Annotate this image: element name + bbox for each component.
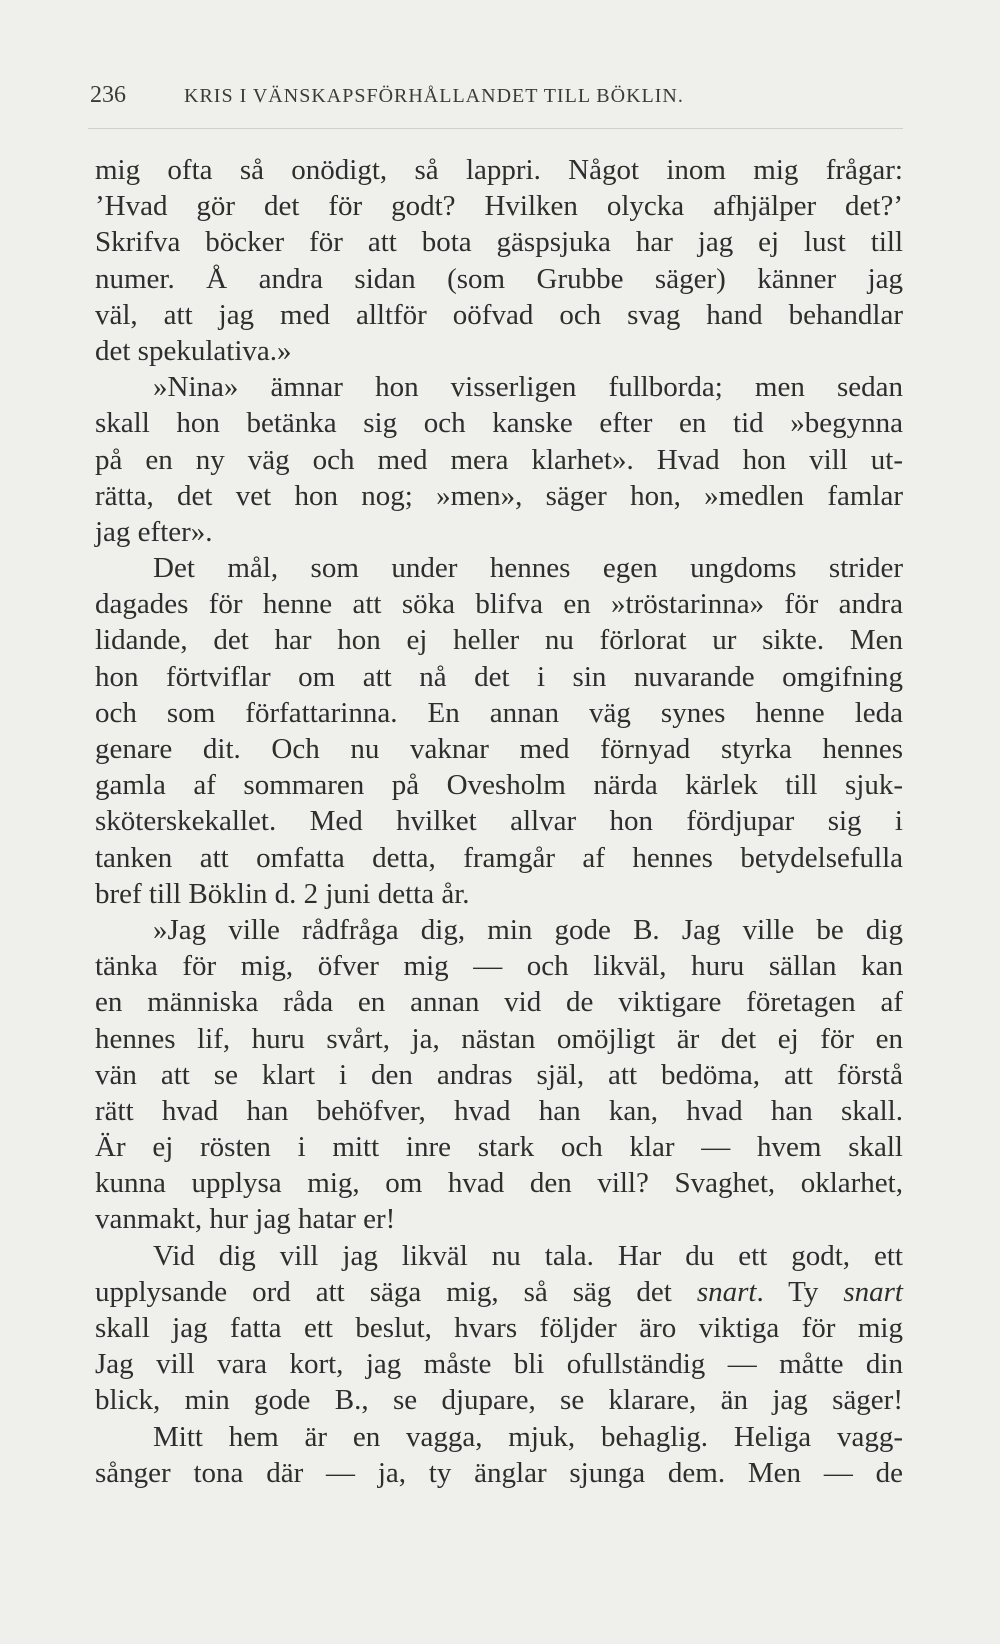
text-line: rätta, det vet hon nog; »men», säger hon, »medlen famlar	[95, 479, 903, 512]
text-segment: upplysande ord att säga mig, så säg det	[95, 1275, 697, 1308]
text-line-mixed	[95, 1274, 903, 1310]
text-line: blick, min gode B., se djupare, se klarare, än jag säger!	[95, 1384, 903, 1417]
text-line: Vid dig vill jag likväl nu tala. Har du ett godt, ett	[153, 1239, 903, 1272]
text-line: vän att se klart i den andras själ, att bedöma, att förstå	[95, 1058, 903, 1091]
text-line: rätt hvad han behöfver, hvad han kan, hvad han skall.	[95, 1094, 903, 1127]
text-line: Jag vill vara kort, jag måste bli ofullständig — måtte din	[95, 1348, 903, 1381]
text-line: numer. Å andra sidan (som Grubbe säger) känner jag	[95, 262, 903, 295]
text-line: hennes lif, huru svårt, ja, nästan omöjligt är det ej för en	[95, 1022, 903, 1055]
text-line: bref till Böklin d. 2 juni detta år.	[95, 877, 470, 910]
text-line: tanken att omfatta detta, framgår af hennes betydelsefulla	[95, 841, 903, 874]
text-line: hon förtviflar om att nå det i sin nuvarande omgifning	[95, 660, 903, 693]
text-line: tänka för mig, öfver mig — och likväl, huru sällan kan	[95, 950, 903, 983]
text-line: och som författarinna. En annan väg synes henne leda	[95, 696, 903, 729]
text-line: dagades för henne att söka blifva en »tröstarinna» för andra	[95, 588, 903, 621]
text-line: vanmakt, hur jag hatar er!	[95, 1203, 396, 1236]
header-rule	[88, 128, 903, 129]
text-line: sånger tona där — ja, ty änglar sjunga dem. Men — de	[95, 1456, 903, 1489]
text-line: »Jag ville rådfråga dig, min gode B. Jag ville be dig	[153, 913, 903, 946]
text-segment: . Ty	[756, 1275, 844, 1308]
text-line: mig ofta så onödigt, så lappri. Något inom mig frågar:	[95, 154, 903, 186]
text-line: gamla af sommaren på Ovesholm närda kärlek till sjuk-	[95, 769, 903, 802]
text-line: sköterskekallet. Med hvilket allvar hon fördjupar sig i	[95, 805, 903, 838]
text-line: väl, att jag med alltför oöfvad och svag hand behandlar	[95, 298, 903, 331]
text-line: det spekulativa.»	[95, 334, 292, 367]
text-line: lidande, det har hon ej heller nu förlorat ur sikte. Men	[95, 624, 903, 657]
text-line: Är ej rösten i mitt inre stark och klar — hvem skall	[95, 1131, 903, 1164]
text-line: skall jag fatta ett beslut, hvars följder äro viktiga för mig	[95, 1312, 903, 1344]
text-line: genare dit. Och nu vaknar med förnyad styrka hennes	[95, 733, 903, 765]
text-line: »Nina» ämnar hon visserligen fullborda; men sedan	[153, 371, 903, 404]
page-number: 236	[90, 82, 126, 108]
text-line: jag efter».	[95, 515, 213, 548]
emphasis: snart	[696, 1275, 757, 1308]
page-body	[95, 152, 903, 1491]
text-line: en människa råda en annan vid de viktigare företagen af	[95, 986, 903, 1019]
text-line: Det mål, som under hennes egen ungdoms strider	[153, 552, 903, 585]
text-line: på en ny väg och med mera klarhet». Hvad hon vill ut-	[95, 443, 903, 476]
text-line: kunna upplysa mig, om hvad den vill? Svaghet, oklarhet,	[95, 1167, 903, 1200]
text-line: Skrifva böcker för att bota gäspsjuka har jag ej lust till	[95, 226, 903, 259]
running-title: KRIS I VÄNSKAPSFÖRHÅLLANDET TILL BÖKLIN.	[184, 85, 684, 107]
text-line: Mitt hem är en vagga, mjuk, behaglig. Heliga vagg-	[153, 1420, 903, 1453]
emphasis: snart	[843, 1275, 903, 1308]
running-head	[90, 82, 890, 109]
text-line: skall hon betänka sig och kanske efter en tid »begynna	[95, 407, 903, 440]
text-line: ’Hvad gör det för godt? Hvilken olycka afhjälper det?’	[95, 190, 903, 223]
